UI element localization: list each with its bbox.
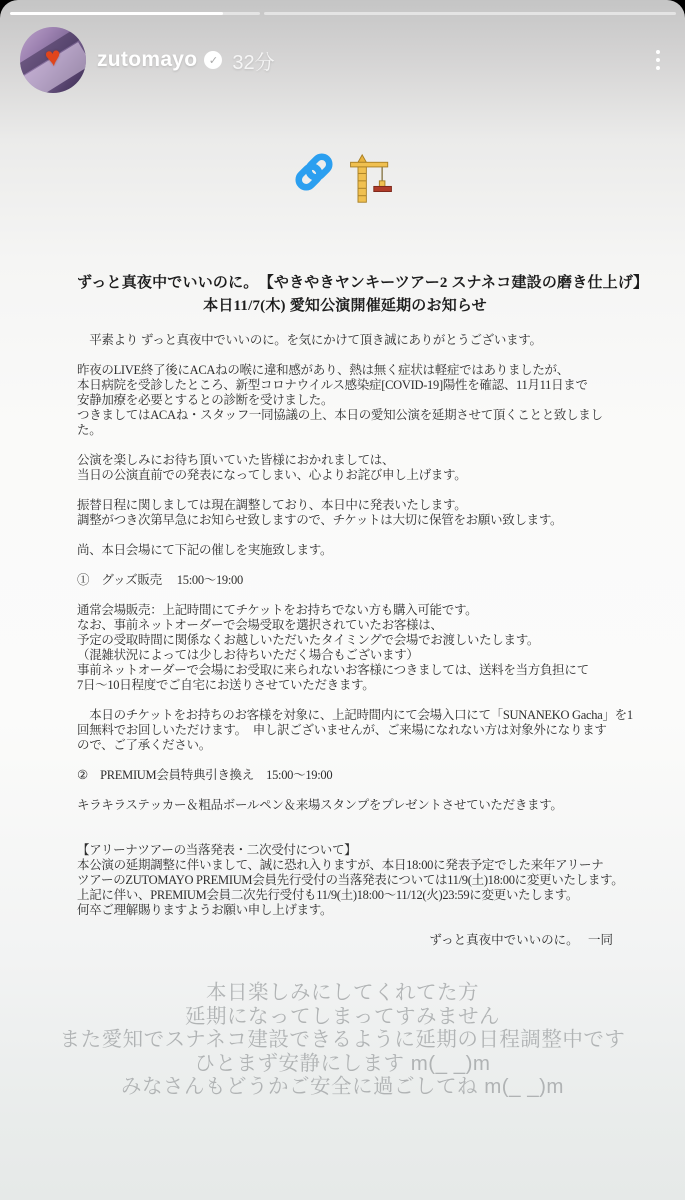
username[interactable]: zutomayo [97,48,198,71]
announcement-body-line [77,438,613,453]
announcement-body-line: 何卒ご理解賜りますようお願い申し上げます。 [77,903,333,917]
announcement-body-line: 【アリーナツアーの当落発表・二次受付について】 [77,843,357,857]
announcement-body-line [77,693,613,708]
story-caption-line: 延期になってしまってすみません [185,1004,500,1028]
announcement-body-line: 回無料でお回しいただけます。 申し訳ございませんが、ご来場になれない方は対象外になります [77,723,607,737]
announcement-body-line: 7日〜10日程度でご自宅にお送りさせていただきます。 [77,678,375,692]
announcement-document [77,272,649,948]
announcement-body-line: 平素より ずっと真夜中でいいのに。を気にかけて頂き誠にありがとうございます。 [77,333,542,347]
announcement-body-line [77,813,613,828]
link-icon[interactable] [292,150,336,194]
announcement-body-line: た。 [77,423,102,437]
announcement-body-line: 当日の公演直前での発表になってしまい、心よりお詫び申し上げます。 [77,468,467,482]
announcement-body-line: 本日のチケットをお持ちのお客様を対象に、上記時間内にて会場入口にて「SUNANEKO Gacha」を1 [77,708,633,722]
announcement-body-line: 通常会場販売：上記時間にてチケットをお持ちでない方も購入可能です。 [77,603,478,617]
announcement-body-line: つきましてはACAね・スタッフ一同協議の上、本日の愛知公演を延期させて頂くことと致しまし [77,408,603,422]
heart-icon: ♥ [43,41,63,73]
announcement-body-line [77,483,613,498]
announcement-body-line: ツアーのZUTOMAYO PREMIUM会員先行受付の当落発表については11/9(土)18:00に変更いたします。 [77,873,624,887]
announcement-body-line: 調整がつき次第早急にお知らせ致しますので、チケットは大切に保管をお願い致します。 [77,513,563,527]
avatar[interactable] [20,27,86,93]
story-progress-bar [10,12,676,15]
announcement-body-line: ① グッズ販売 15:00〜19:00 [77,573,243,587]
announcement-body-line: キラキラステッカー＆粗品ボールペン＆来場スタンプをプレゼントさせていただきます。 [77,798,563,812]
announcement-body-line [77,558,613,573]
announcement-body-line: （混雑状況によっては少しお待ちいただく場合もございます） [77,648,419,662]
announcement-body-line: 公演を楽しみにお待ち頂いていた皆様におかれましては、 [77,453,395,467]
story-caption-line: ひとまず安静にします m(_ _)m [194,1051,491,1075]
more-options-button[interactable] [647,44,669,76]
announcement-title [77,272,649,318]
announcement-body-line: 安静加療を必要とするとの診断を受けました。 [77,393,334,407]
announcement-body-line: 尚、本日会場にて下記の催しを実施致します。 [77,543,333,557]
announcement-body-line: 予定の受取時間に関係なくお越しいただいたタイミングで会場でお渡しいたします。 [77,633,540,647]
announcement-signature: ずっと真夜中でいいのに。 一同 [429,933,613,947]
announcement-title-line: ずっと真夜中でいいのに。 【やきやきヤンキーツアー2 スナネコ建設の磨き仕上げ】 [77,275,649,291]
announcement-body-line: 本日病院を受診したところ、新型コロナウイルス感染症[COVID-19]陽性を確認、11月11日まで [77,378,588,392]
announcement-body-line: ② PREMIUM会員特典引き換え 15:00〜19:00 [77,768,333,782]
announcement-body-line [77,588,613,603]
progress-segment-next [264,12,676,15]
story-caption [0,981,685,1099]
progress-segment-current [10,12,260,15]
progress-fill [10,12,223,15]
announcement-body [77,333,633,918]
more-options-dot [656,50,660,54]
story-caption-line: 本日楽しみにしてくれてた方 [206,981,479,1004]
sticker-row [0,150,685,205]
verified-badge-icon: ✓ [204,51,222,69]
announcement-body-line: 昨夜のLIVE終了後にACAねの喉に違和感があり、熱は無く症状は軽症ではありましたが、 [77,363,569,377]
announcement-body-line: ので、ご了承ください。 [77,738,211,752]
announcement-body-line [77,828,613,843]
announcement-body-line [77,348,613,363]
announcement-body-line [77,528,613,543]
announcement-title-line: 本日11/7(木) 愛知公演開催延期のお知らせ [203,298,487,314]
announcement-body-line: 振替日程に関しましては現在調整しており、本日中に発表いたします。 [77,498,467,512]
announcement-body-line [77,753,613,768]
story-timestamp: 32分 [232,51,275,74]
announcement-body-line: 上記に伴い、PREMIUM会員二次先行受付も11/9(土)18:00〜11/12(火)23:59に変更いたします。 [77,888,579,902]
announcement-body-line: 事前ネットオーダーで会場にお受取に来られないお客様につきましては、送料を当方負担にて [77,663,589,677]
more-options-dot [656,58,660,62]
announcement-body-line: 本公演の延期調整に伴いまして、誠に恐れ入りますが、本日18:00に発表予定でした来年アリーナ [77,858,604,872]
more-options-dot [656,66,660,70]
announcement-body-line [77,783,613,798]
story-header [20,25,669,95]
crane-emoji-icon [348,153,394,205]
story-caption-line: また愛知でスナネコ建設できるように延期の日程調整中です [59,1028,626,1051]
story-caption-line: みなさんもどうかご安全に過ごしてね m(_ _)m [121,1075,564,1098]
announcement-body-line: なお、事前ネットオーダーで会場受取を選択されていたお客様は、 [77,618,443,632]
